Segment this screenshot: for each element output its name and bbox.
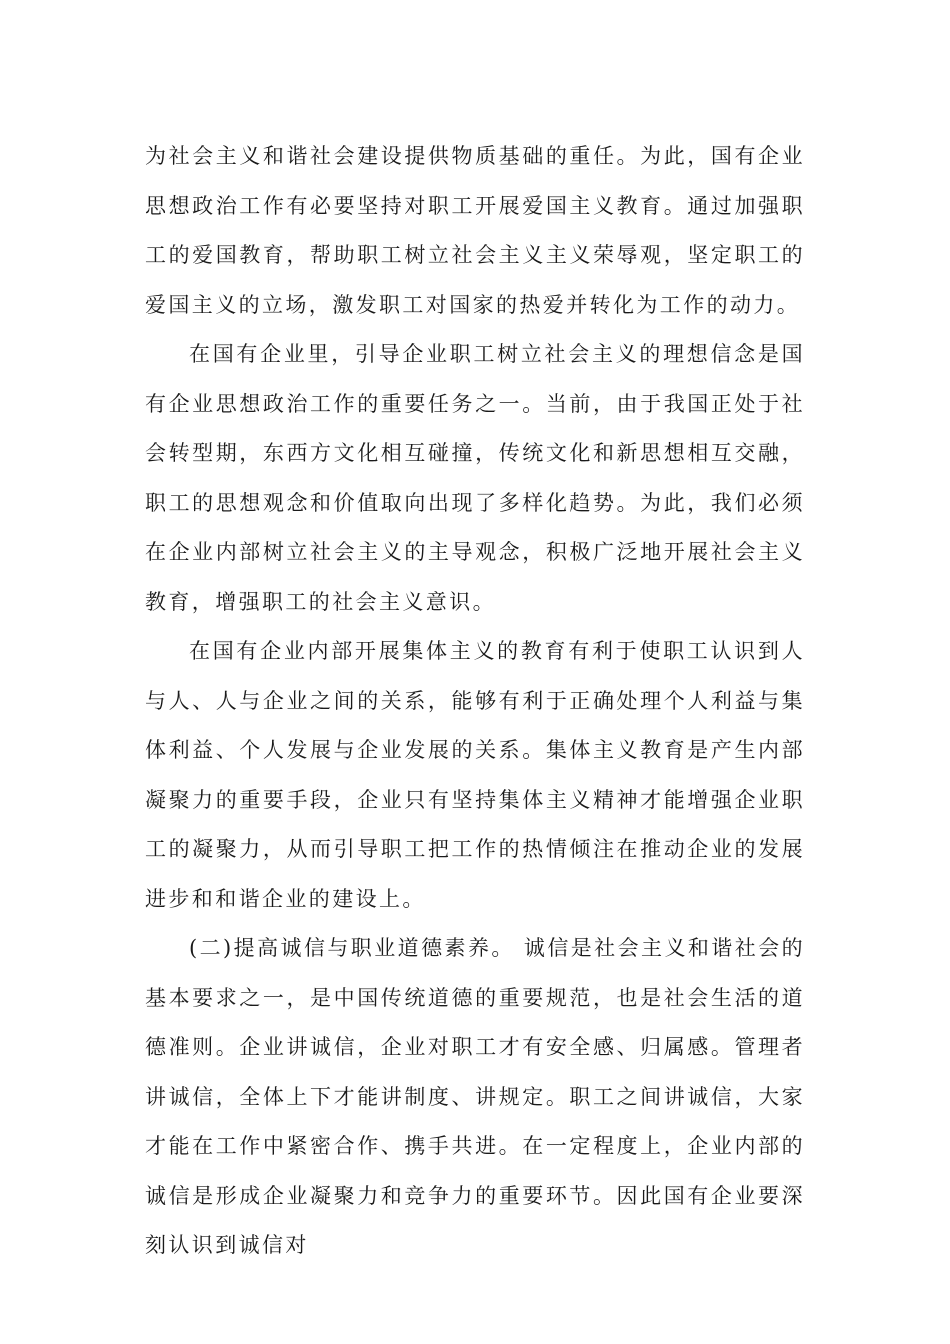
paragraph-patriotism-continued: 为社会主义和谐社会建设提供物质基础的重任。为此，国有企业思想政治工作有必要坚持对职工开展爱国主义教育。通过加强职工的爱国教育，帮助职工树立社会主义主义荣辱观，坚定职工的爱国主义的立场，激发职工对国家的热爱并转化为工作的动力。: [145, 144, 805, 317]
paragraph-socialist-ideals: 在国有企业里，引导企业职工树立社会主义的理想信念是国有企业思想政治工作的重要任务之一。当前，由于我国正处于社会转型期，东西方文化相互碰撞，传统文化和新思想相互交融，职工的思想观念和价值取向出现了多样化趋势。为此，我们必须在企业内部树立社会主义的主导观念，积极广泛地开展社会主义教育，增强职工的社会主义意识。: [145, 342, 805, 614]
paragraph-integrity: (二)提高诚信与职业道德素养。 诚信是社会主义和谐社会的基本要求之一，是中国传统道德的重要规范，也是社会生活的道德准则。企业讲诚信，企业对职工才有安全感、归属感。管理者讲诚信，全体上下才能讲制度、讲规定。职工之间讲诚信，大家才能在工作中紧密合作、携手共进。在一定程度上，企业内部的诚信是形成企业凝聚力和竞争力的重要环节。因此国有企业要深刻认识到诚信对: [145, 936, 805, 1257]
paragraph-collectivism: 在国有企业内部开展集体主义的教育有利于使职工认识到人与人、人与企业之间的关系，能够有利于正确处理个人利益与集体利益、个人发展与企业发展的关系。集体主义教育是产生内部凝聚力的重要手段，企业只有坚持集体主义精神才能增强企业职工的凝聚力，从而引导职工把工作的热情倾注在推动企业的发展进步和和谐企业的建设上。: [145, 639, 805, 911]
document-body: [145, 132, 805, 1271]
